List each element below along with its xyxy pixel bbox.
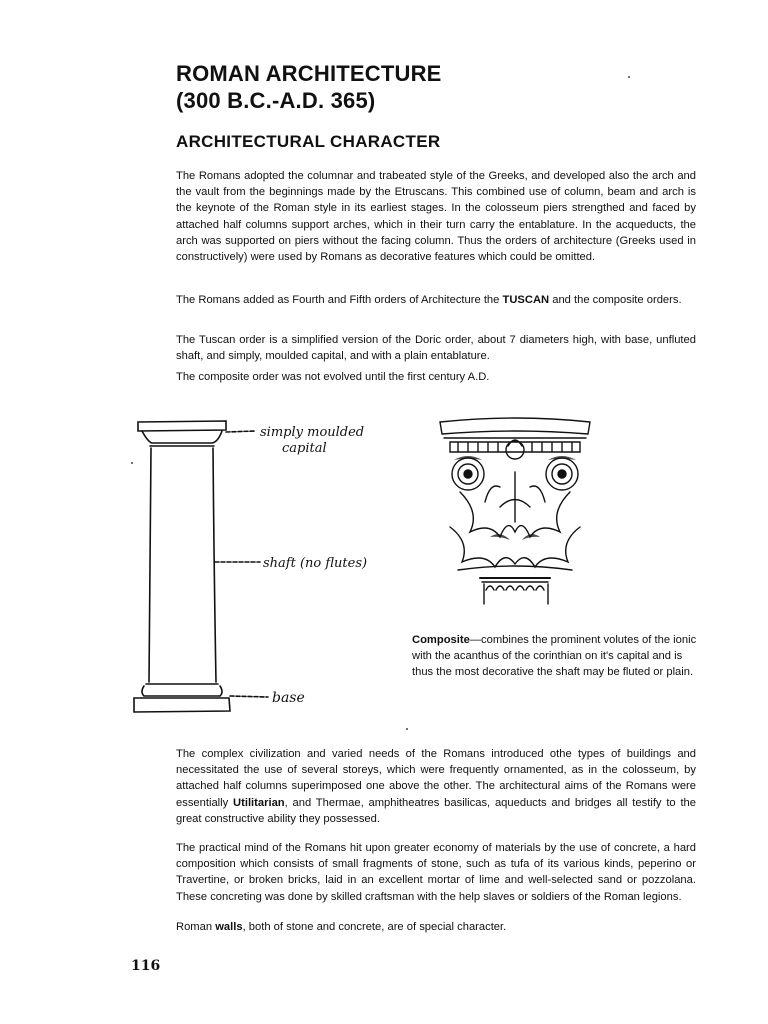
label-base: base — [272, 690, 305, 706]
title-line-1: ROMAN ARCHITECTURE — [176, 61, 442, 86]
page-title — [176, 60, 442, 114]
section-heading: ARCHITECTURAL CHARACTER — [176, 132, 441, 151]
paragraph-concrete: The practical mind of the Romans hit upon greater economy of materials by the use of concrete, a hard composition which consists of small fragments of stone, such as tufa of its various kinds, peperino or Travertine, or broken bricks, laid in an excellent mortar of lime and well-selected sand or pozzolana. These concreting was done by skilled craftsman with the help slaves or soldiers of the Roman legions. — [176, 842, 696, 903]
p2-after: and the composite orders. — [549, 294, 682, 306]
p7-after: , both of stone and concrete, are of special character. — [242, 921, 507, 933]
caption-term: Composite — [412, 634, 470, 646]
title-line-2: (300 B.C.-A.D. 365) — [176, 88, 376, 113]
p7-before: Roman — [176, 921, 216, 933]
composite-capital-illustration — [430, 412, 600, 612]
paragraph-tuscan-order: The Tuscan order is a simplified version of the Doric order, about 7 diameters high, with base, unfluted shaft, and simply, moulded capital, and with a plain entablature. — [176, 334, 696, 363]
p7-bold-walls: walls — [215, 921, 243, 933]
paragraph-composite-order: The composite order was not evolved until the first century A.D. — [176, 371, 490, 383]
paragraph-civilization — [176, 746, 696, 827]
composite-caption — [412, 632, 698, 681]
p5-before: The complex civilization and varied needs of the Romans introduced othe types of buildings and necessitated the use of several storeys, which were frequently ornamented, as in the colosseum, by attached half columns superimposed one above the other. The architectural aims of the Romans were essentially — [176, 748, 696, 809]
page-number: 116 — [131, 958, 161, 974]
p5-bold-utilitarian: Utilitarian — [233, 796, 285, 809]
paragraph-walls — [176, 919, 696, 935]
paragraph-columnar-style: The Romans adopted the columnar and trabeated style of the Greeks, and developed also the arch and the vault from the beginnings made by the Etruscans. This combined use of column, beam and arch is the keynote of the Roman style in its earliest stages. In the colosseum piers strengthed and faced by attached half columns support arches, which in their turn carry the entablature. In the acqueducts, the arch was supported on piers without the facing column. Thus the orders of architecture (Greeks used in constructively) were used by Romans as decorative features which could be omitted. — [176, 170, 696, 264]
scan-speck — [131, 462, 133, 464]
scan-speck — [406, 728, 408, 730]
label-capital-line2: capital — [282, 441, 327, 456]
label-shaft: shaft (no flutes) — [263, 556, 368, 571]
p5-after: , and Thermae, amphitheatres basilicas, aqueducts and bridges all testify to the great constructive ability they possessed. — [176, 796, 696, 825]
label-capital-line1: simply moulded — [260, 425, 365, 440]
p2-bold-tuscan: TUSCAN — [502, 294, 550, 306]
scan-speck — [628, 76, 630, 78]
caption-text: —combines the prominent volutes of the ionic with the acanthus of the corinthian on it's capital and is thus the most decorative the shaft may be fluted or plain. — [412, 634, 697, 679]
tuscan-column-illustration — [120, 410, 420, 720]
paragraph-orders — [176, 292, 696, 308]
p2-before: The Romans added as Fourth and Fifth orders of Architecture the — [176, 294, 503, 306]
